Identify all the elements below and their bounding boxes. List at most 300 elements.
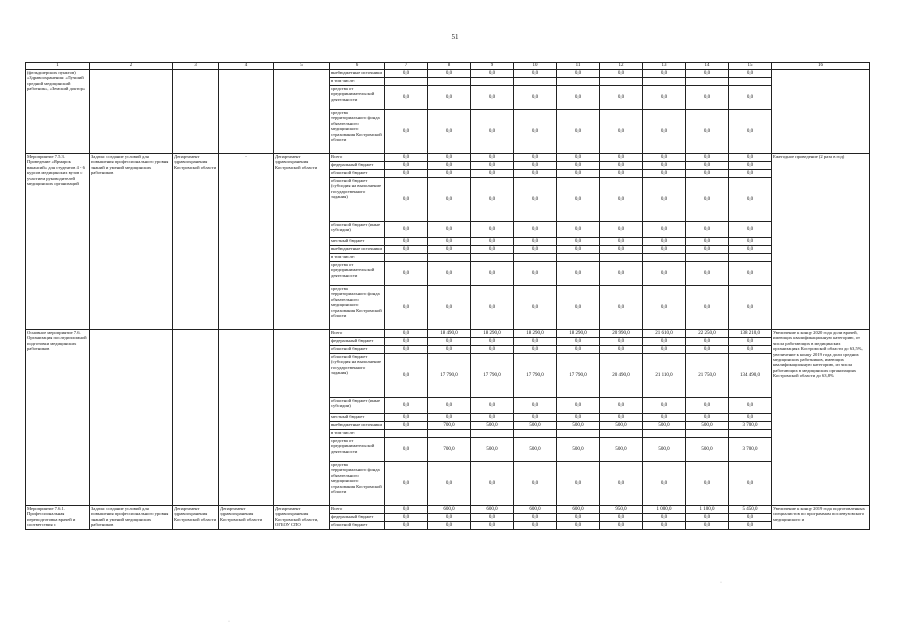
header-row xyxy=(26,63,870,70)
amount-cell xyxy=(686,78,729,86)
group-col5 xyxy=(274,70,330,154)
amount-cell: 0,0 xyxy=(385,330,428,338)
funding-source: внебюджетные источники xyxy=(330,246,385,254)
amount-cell: 0,0 xyxy=(514,222,557,238)
amount-cell: 18 290,0 xyxy=(557,330,600,338)
amount-cell: 0,0 xyxy=(557,178,600,222)
amount-cell: 0,0 xyxy=(428,238,471,246)
amount-cell xyxy=(471,430,514,438)
amount-cell: 0,0 xyxy=(557,238,600,246)
amount-cell: 0,0 xyxy=(428,262,471,286)
amount-cell: 0,0 xyxy=(600,286,643,330)
amount-cell: 0,0 xyxy=(385,222,428,238)
amount-cell: 0,0 xyxy=(729,522,772,530)
amount-cell: 0,0 xyxy=(643,178,686,222)
amount-cell: 0,0 xyxy=(471,246,514,254)
amount-cell: 1 100,0 xyxy=(686,506,729,514)
amount-cell: 0,0 xyxy=(729,246,772,254)
amount-cell: 0,0 xyxy=(686,70,729,78)
amount-cell xyxy=(600,254,643,262)
amount-cell: 0,0 xyxy=(385,162,428,170)
amount-cell: 0,0 xyxy=(471,86,514,110)
amount-cell: 0,0 xyxy=(428,86,471,110)
amount-cell: 0,0 xyxy=(643,398,686,414)
amount-cell: 500,0 xyxy=(643,422,686,430)
amount-cell: 0,0 xyxy=(600,398,643,414)
amount-cell: 0,0 xyxy=(729,462,772,506)
amount-cell: 0,0 xyxy=(643,414,686,422)
amount-cell: 0,0 xyxy=(643,70,686,78)
amount-cell: 0,0 xyxy=(643,286,686,330)
amount-cell: 0,0 xyxy=(514,110,557,154)
amount-cell: 0,0 xyxy=(385,246,428,254)
amount-cell xyxy=(600,78,643,86)
funding-source: внебюджетные источники xyxy=(330,422,385,430)
column-number: 13 xyxy=(643,63,686,70)
amount-cell: 17 790,0 xyxy=(514,354,557,398)
amount-cell: 0,0 xyxy=(643,86,686,110)
amount-cell: 0,0 xyxy=(600,338,643,346)
amount-cell: 0,0 xyxy=(600,346,643,354)
amount-cell xyxy=(514,78,557,86)
funding-source: областной бюджет xyxy=(330,170,385,178)
amount-cell: 17 790,0 xyxy=(428,354,471,398)
amount-cell xyxy=(643,430,686,438)
amount-cell xyxy=(428,254,471,262)
column-number: 6 xyxy=(330,63,385,70)
amount-cell: 0,0 xyxy=(600,222,643,238)
group-col3 xyxy=(173,70,219,154)
amount-cell: 0,0 xyxy=(428,514,471,522)
amount-cell: 0,0 xyxy=(600,462,643,506)
amount-cell: 0,0 xyxy=(557,462,600,506)
funding-source: средства от предпринимательской деятельности xyxy=(330,86,385,110)
amount-cell: 0,0 xyxy=(557,110,600,154)
column-number: 11 xyxy=(557,63,600,70)
amount-cell: 0,0 xyxy=(729,514,772,522)
group-col1: Мероприятие 7.5.3. Проведение «Ярмарок вакансий» для студентов 4 - 6 курсов медицинских вузов с участием руководителей медицинских организаций xyxy=(26,154,90,330)
amount-cell: 0,0 xyxy=(471,346,514,354)
amount-cell: 0,0 xyxy=(514,522,557,530)
amount-cell: 0,0 xyxy=(686,262,729,286)
column-number: 10 xyxy=(514,63,557,70)
amount-cell: 500,0 xyxy=(514,438,557,462)
amount-cell: 0,0 xyxy=(600,162,643,170)
funding-source: федеральный бюджет xyxy=(330,514,385,522)
amount-cell: 0,0 xyxy=(686,154,729,162)
group-col5: Департамент здравоохранения Костромской области xyxy=(274,154,330,330)
amount-cell: 0,0 xyxy=(385,438,428,462)
amount-cell: 500,0 xyxy=(514,422,557,430)
amount-cell: 0,0 xyxy=(385,170,428,178)
amount-cell xyxy=(514,254,557,262)
group-col2 xyxy=(90,70,173,154)
amount-cell: 0,0 xyxy=(514,514,557,522)
amount-cell: 0,0 xyxy=(385,286,428,330)
amount-cell xyxy=(385,254,428,262)
amount-cell: 0,0 xyxy=(471,170,514,178)
amount-cell: 0,0 xyxy=(557,222,600,238)
funding-source: Всего xyxy=(330,506,385,514)
group-col3: Департамент здравоохранения Костромской области xyxy=(173,506,219,530)
amount-cell: 0,0 xyxy=(471,414,514,422)
amount-cell: 0,0 xyxy=(514,286,557,330)
amount-cell: 21 610,0 xyxy=(643,330,686,338)
amount-cell: 0,0 xyxy=(600,178,643,222)
funding-source: федеральный бюджет xyxy=(330,338,385,346)
group-col3: Департамент здравоохранения Костромской области xyxy=(173,154,219,330)
amount-cell: 0,0 xyxy=(385,414,428,422)
amount-cell: 600,0 xyxy=(557,506,600,514)
amount-cell: 0,0 xyxy=(385,522,428,530)
amount-cell: 0,0 xyxy=(686,514,729,522)
amount-cell: 0,0 xyxy=(557,154,600,162)
group-col1: Основное мероприятие 7.6. Организация последипломной подготовки медицинских работников xyxy=(26,330,90,506)
funding-source: областной бюджет (иные субсидии) xyxy=(330,222,385,238)
amount-cell: 0,0 xyxy=(557,414,600,422)
amount-cell: 0,0 xyxy=(385,354,428,398)
amount-cell: 0,0 xyxy=(385,178,428,222)
amount-cell: 0,0 xyxy=(729,110,772,154)
amount-cell: 18 290,0 xyxy=(514,330,557,338)
funding-source: федеральный бюджет xyxy=(330,162,385,170)
amount-cell: 0,0 xyxy=(686,414,729,422)
amount-cell: 1 000,0 xyxy=(643,506,686,514)
amount-cell: 500,0 xyxy=(643,438,686,462)
amount-cell: 0,0 xyxy=(729,170,772,178)
amount-cell: 0,0 xyxy=(643,154,686,162)
amount-cell: 0,0 xyxy=(686,170,729,178)
amount-cell: 0,0 xyxy=(557,246,600,254)
amount-cell: 0,0 xyxy=(643,222,686,238)
amount-cell: 0,0 xyxy=(643,522,686,530)
column-number: 8 xyxy=(428,63,471,70)
amount-cell: 0,0 xyxy=(471,338,514,346)
amount-cell: 0,0 xyxy=(557,514,600,522)
column-number: 2 xyxy=(90,63,173,70)
funding-source: средства территориального фонда обязательного медицинского страхования Костромской области xyxy=(330,110,385,154)
amount-cell: 0,0 xyxy=(729,222,772,238)
amount-cell: 0,0 xyxy=(428,222,471,238)
funding-source: областной бюджет (субсидия на выполнение государственного задания) xyxy=(330,354,385,398)
amount-cell: 0,0 xyxy=(471,178,514,222)
amount-cell: 0,0 xyxy=(385,422,428,430)
amount-cell: 0,0 xyxy=(600,514,643,522)
amount-cell: 0,0 xyxy=(385,346,428,354)
amount-cell: 0,0 xyxy=(686,522,729,530)
amount-cell xyxy=(471,78,514,86)
amount-cell: 0,0 xyxy=(557,338,600,346)
amount-cell: 0,0 xyxy=(686,110,729,154)
amount-cell xyxy=(729,430,772,438)
amount-cell: 3 700,0 xyxy=(729,422,772,430)
amount-cell: 950,0 xyxy=(600,506,643,514)
amount-cell: 0,0 xyxy=(729,70,772,78)
amount-cell xyxy=(428,78,471,86)
amount-cell: 500,0 xyxy=(686,438,729,462)
amount-cell: 0,0 xyxy=(471,398,514,414)
amount-cell: 0,0 xyxy=(643,246,686,254)
amount-cell: 0,0 xyxy=(729,154,772,162)
amount-cell xyxy=(428,430,471,438)
amount-cell: 134 490,0 xyxy=(729,354,772,398)
amount-cell: 500,0 xyxy=(557,422,600,430)
group-col4: - xyxy=(219,154,274,330)
amount-cell: 0,0 xyxy=(557,522,600,530)
amount-cell: 0,0 xyxy=(385,262,428,286)
funding-source: в том числе: xyxy=(330,78,385,86)
amount-cell: 500,0 xyxy=(600,422,643,430)
amount-cell: 600,0 xyxy=(514,506,557,514)
column-number: 12 xyxy=(600,63,643,70)
result-note: Увеличение к концу 2019 года подготовленных специалистов по программам послевузовского медицинского и xyxy=(772,506,870,530)
column-number: 14 xyxy=(686,63,729,70)
amount-cell: 0,0 xyxy=(428,522,471,530)
amount-cell: 0,0 xyxy=(428,70,471,78)
amount-cell: 0,0 xyxy=(385,398,428,414)
amount-cell xyxy=(643,78,686,86)
amount-cell: 0,0 xyxy=(600,246,643,254)
amount-cell: 0,0 xyxy=(686,462,729,506)
amount-cell: 0,0 xyxy=(557,262,600,286)
column-number: 1 xyxy=(26,63,90,70)
amount-cell: 0,0 xyxy=(514,70,557,78)
amount-cell: 500,0 xyxy=(471,422,514,430)
amount-cell: 0,0 xyxy=(600,154,643,162)
funding-source: областной бюджет xyxy=(330,346,385,354)
amount-cell: 0,0 xyxy=(428,246,471,254)
amount-cell: 0,0 xyxy=(514,398,557,414)
amount-cell: 0,0 xyxy=(514,338,557,346)
amount-cell: 0,0 xyxy=(385,462,428,506)
column-number: 4 xyxy=(219,63,274,70)
amount-cell: 0,0 xyxy=(471,462,514,506)
funding-source: внебюджетные источники xyxy=(330,70,385,78)
amount-cell: 0,0 xyxy=(471,286,514,330)
amount-cell: 0,0 xyxy=(385,110,428,154)
amount-cell: 18 490,0 xyxy=(428,330,471,338)
amount-cell: 0,0 xyxy=(729,238,772,246)
amount-cell: 0,0 xyxy=(428,414,471,422)
amount-cell: 0,0 xyxy=(385,338,428,346)
amount-cell: 0,0 xyxy=(385,86,428,110)
table-row xyxy=(26,330,870,338)
amount-cell: 0,0 xyxy=(643,338,686,346)
amount-cell: 0,0 xyxy=(471,222,514,238)
amount-cell xyxy=(557,78,600,86)
amount-cell: 0,0 xyxy=(428,154,471,162)
funding-source: средства от предпринимательской деятельности xyxy=(330,262,385,286)
amount-cell: 700,0 xyxy=(428,422,471,430)
amount-cell: 0,0 xyxy=(471,70,514,78)
amount-cell: 600,0 xyxy=(428,506,471,514)
amount-cell: 0,0 xyxy=(514,86,557,110)
amount-cell: 0,0 xyxy=(643,170,686,178)
amount-cell: 0,0 xyxy=(686,162,729,170)
amount-cell xyxy=(557,254,600,262)
amount-cell xyxy=(385,430,428,438)
amount-cell: 0,0 xyxy=(428,338,471,346)
amount-cell: 0,0 xyxy=(514,346,557,354)
amount-cell: 0,0 xyxy=(471,262,514,286)
amount-cell: 0,0 xyxy=(557,398,600,414)
table-row xyxy=(26,70,870,78)
amount-cell xyxy=(686,430,729,438)
funding-source: в том числе: xyxy=(330,254,385,262)
amount-cell xyxy=(643,254,686,262)
column-number: 9 xyxy=(471,63,514,70)
amount-cell xyxy=(514,430,557,438)
column-number: 7 xyxy=(385,63,428,70)
group-col3 xyxy=(173,330,219,506)
amount-cell: 0,0 xyxy=(600,70,643,78)
amount-cell: 0,0 xyxy=(514,246,557,254)
funding-source: средства территориального фонда обязательного медицинского страхования Костромской области xyxy=(330,286,385,330)
amount-cell: 0,0 xyxy=(729,414,772,422)
amount-cell: 0,0 xyxy=(686,346,729,354)
amount-cell: 0,0 xyxy=(686,246,729,254)
amount-cell: 21 110,0 xyxy=(643,354,686,398)
group-col5 xyxy=(274,330,330,506)
amount-cell: 0,0 xyxy=(514,462,557,506)
amount-cell: 0,0 xyxy=(514,262,557,286)
amount-cell: 0,0 xyxy=(557,70,600,78)
funding-source: областной бюджет (субсидия на выполнение государственного задания) xyxy=(330,178,385,222)
scan-mark: · xyxy=(228,619,230,625)
amount-cell: 0,0 xyxy=(557,170,600,178)
group-col2: Задача: создание условий для повышения профессионального уровня знаний и умений медицинских работников xyxy=(90,154,173,330)
amount-cell: 17 790,0 xyxy=(471,354,514,398)
amount-cell: 0,0 xyxy=(600,414,643,422)
amount-cell: 0,0 xyxy=(729,398,772,414)
group-col2: Задача: создание условий для повышения профессионального уровня знаний и умений медицинских работников xyxy=(90,506,173,530)
amount-cell: 0,0 xyxy=(385,238,428,246)
amount-cell: 0,0 xyxy=(557,286,600,330)
amount-cell: 0,0 xyxy=(514,414,557,422)
amount-cell: 0,0 xyxy=(600,238,643,246)
amount-cell: 0,0 xyxy=(557,346,600,354)
amount-cell: 0,0 xyxy=(557,162,600,170)
amount-cell xyxy=(600,430,643,438)
amount-cell: 0,0 xyxy=(514,178,557,222)
result-note: Увеличение к концу 2020 года доли врачей, имеющих квалификационную категорию, от числа работающих в медицинских организациях Костромской области до 63,5%, увеличение к концу 2019 года доли средних медицинских работников, имеющих квалификационную категорию, из числа работающих в медицинских организациях Костромской области до 63,8% xyxy=(772,330,870,506)
amount-cell: 0,0 xyxy=(600,86,643,110)
amount-cell: 0,0 xyxy=(686,238,729,246)
amount-cell: 3 700,0 xyxy=(729,438,772,462)
funding-source: в том числе: xyxy=(330,430,385,438)
amount-cell: 0,0 xyxy=(428,398,471,414)
amount-cell: 0,0 xyxy=(471,238,514,246)
amount-cell: 0,0 xyxy=(428,462,471,506)
amount-cell: 700,0 xyxy=(428,438,471,462)
amount-cell: 0,0 xyxy=(686,178,729,222)
funding-source: средства территориального фонда обязательного медицинского страхования Костромской области xyxy=(330,462,385,506)
group-col4 xyxy=(219,330,274,506)
amount-cell: 0,0 xyxy=(385,154,428,162)
amount-cell: 0,0 xyxy=(471,514,514,522)
amount-cell: 0,0 xyxy=(686,222,729,238)
amount-cell: 5 450,0 xyxy=(729,506,772,514)
funding-source: Всего xyxy=(330,154,385,162)
page-number: 51 xyxy=(451,33,459,41)
amount-cell: 138 210,0 xyxy=(729,330,772,338)
amount-cell: 0,0 xyxy=(600,262,643,286)
amount-cell: 0,0 xyxy=(686,286,729,330)
amount-cell: 0,0 xyxy=(643,462,686,506)
group-col4 xyxy=(219,70,274,154)
scan-mark: · xyxy=(720,580,722,586)
amount-cell: 0,0 xyxy=(428,286,471,330)
funding-table xyxy=(25,62,870,530)
amount-cell: 0,0 xyxy=(471,522,514,530)
group-col1: Мероприятие 7.6.1. Профессиональная переподготовка врачей и соответствия с xyxy=(26,506,90,530)
result-note xyxy=(772,70,870,154)
amount-cell: 0,0 xyxy=(428,178,471,222)
amount-cell: 0,0 xyxy=(428,170,471,178)
amount-cell xyxy=(385,78,428,86)
amount-cell: 20 990,0 xyxy=(600,330,643,338)
amount-cell: 0,0 xyxy=(643,238,686,246)
group-col5: Департамент здравоохранения Костромской области, ОГБОУ СПО xyxy=(274,506,330,530)
column-number: 3 xyxy=(173,63,219,70)
amount-cell: 0,0 xyxy=(729,286,772,330)
amount-cell: 0,0 xyxy=(471,162,514,170)
amount-cell: 500,0 xyxy=(600,438,643,462)
amount-cell: 0,0 xyxy=(385,70,428,78)
amount-cell: 0,0 xyxy=(729,162,772,170)
group-col1: (фельдшерских пунктов) «Здравоохранения: «Лучший средний медицинский работник», «Земский доктор» xyxy=(26,70,90,154)
amount-cell: 22 250,0 xyxy=(686,330,729,338)
amount-cell: 0,0 xyxy=(385,514,428,522)
column-number: 16 xyxy=(772,63,870,70)
table-row xyxy=(26,154,870,162)
table-row xyxy=(26,506,870,514)
amount-cell: 17 790,0 xyxy=(557,354,600,398)
funding-source: местный бюджет xyxy=(330,414,385,422)
funding-source: областной бюджет (иные субсидии) xyxy=(330,398,385,414)
amount-cell: 18 290,0 xyxy=(471,330,514,338)
funding-source: Всего xyxy=(330,330,385,338)
funding-source: местный бюджет xyxy=(330,238,385,246)
amount-cell: 0,0 xyxy=(600,170,643,178)
amount-cell: 500,0 xyxy=(471,438,514,462)
amount-cell: 600,0 xyxy=(471,506,514,514)
amount-cell: 0,0 xyxy=(729,86,772,110)
amount-cell: 0,0 xyxy=(686,338,729,346)
amount-cell: 0,0 xyxy=(471,110,514,154)
amount-cell: 0,0 xyxy=(514,162,557,170)
amount-cell: 20 490,0 xyxy=(600,354,643,398)
column-number: 5 xyxy=(274,63,330,70)
amount-cell: 0,0 xyxy=(514,238,557,246)
result-note: Ежегодное проведение (2 раза в год) xyxy=(772,154,870,330)
amount-cell: 21 750,0 xyxy=(686,354,729,398)
amount-cell xyxy=(729,78,772,86)
amount-cell: 0,0 xyxy=(643,162,686,170)
amount-cell: 0,0 xyxy=(686,86,729,110)
funding-source: областной бюджет xyxy=(330,522,385,530)
amount-cell xyxy=(686,254,729,262)
amount-cell: 0,0 xyxy=(729,346,772,354)
amount-cell: 0,0 xyxy=(643,346,686,354)
amount-cell: 0,0 xyxy=(471,154,514,162)
amount-cell: 0,0 xyxy=(385,506,428,514)
column-number: 15 xyxy=(729,63,772,70)
amount-cell: 0,0 xyxy=(600,110,643,154)
amount-cell: 0,0 xyxy=(686,398,729,414)
group-col4: Департамент здравоохранения Костромской области xyxy=(219,506,274,530)
amount-cell: 0,0 xyxy=(643,110,686,154)
